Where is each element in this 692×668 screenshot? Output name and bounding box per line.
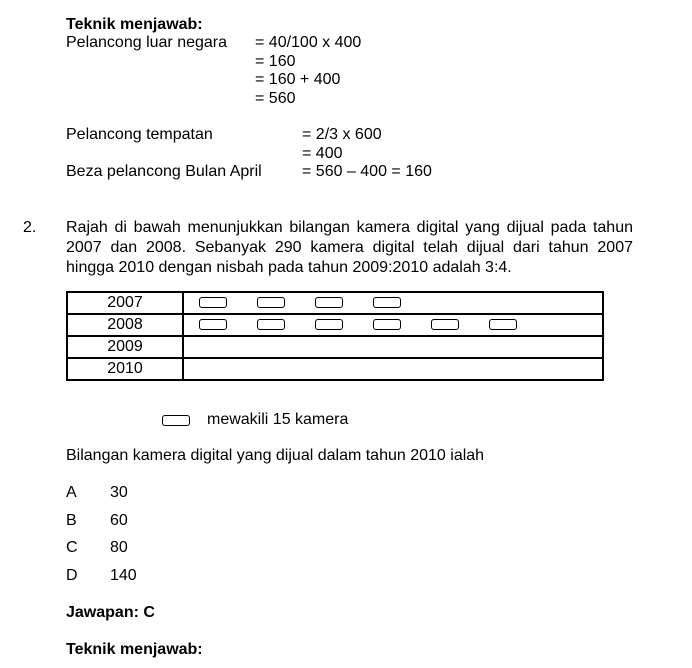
option-value: 60: [110, 512, 128, 529]
pictograph-year: 2008: [67, 314, 183, 336]
foreign-step-2: = 160: [255, 53, 296, 70]
camera-icon: [373, 297, 401, 308]
pictograph-icons-cell: [183, 358, 603, 380]
difference-step: = 560 – 400 = 160: [302, 163, 432, 180]
pictograph-row: [67, 314, 603, 336]
pictograph-year: 2010: [67, 358, 183, 380]
foreign-step-1: = 40/100 x 400: [255, 34, 362, 51]
foreign-tourist-label: Pelancong luar negara: [66, 34, 228, 51]
pictograph-icons-cell: [183, 336, 603, 358]
pictograph-year: 2007: [67, 292, 183, 314]
question-text: Rajah di bawah menunjukkan bilangan kamera digital yang dijual pada tahun 2007 dan 2008. Sebanyak 290 kamera digital telah dijual dari tahun 2007 hingga 2010 dengan nisbah pada tahun 2009:2010 adalah 3:4.: [66, 219, 633, 276]
pictograph-table: [66, 291, 604, 381]
difference-label: Beza pelancong Bulan April: [66, 163, 262, 180]
camera-icon: [315, 319, 343, 330]
foreign-step-3: = 160 + 400: [255, 71, 341, 88]
option-value: 140: [110, 567, 137, 584]
option-letter: A: [66, 484, 77, 501]
camera-icon: [315, 297, 343, 308]
option-letter: B: [66, 512, 77, 529]
pictograph-row: [67, 336, 603, 358]
technique-heading: Teknik menjawab:: [66, 641, 203, 658]
camera-icon: [373, 319, 401, 330]
technique-heading-prev: Teknik menjawab:: [66, 16, 203, 33]
local-step-2: = 400: [302, 145, 343, 162]
answer-line: Jawapan: C: [66, 604, 155, 621]
camera-icon: [489, 319, 517, 330]
local-step-1: = 2/3 x 600: [302, 126, 382, 143]
option-value: 80: [110, 539, 128, 556]
camera-icon: [199, 319, 227, 330]
camera-icon: [431, 319, 459, 330]
pictograph-row: [67, 292, 603, 314]
camera-icon: [257, 297, 285, 308]
legend-camera-icon: [162, 415, 190, 426]
pictograph-icons-cell: [183, 314, 603, 336]
pictograph-year: 2009: [67, 336, 183, 358]
camera-icon: [257, 319, 285, 330]
question-prompt: Bilangan kamera digital yang dijual dalam tahun 2010 ialah: [66, 447, 485, 464]
pictograph-icons-cell: [183, 292, 603, 314]
foreign-step-4: = 560: [255, 90, 296, 107]
option-letter: C: [66, 539, 78, 556]
option-letter: D: [66, 567, 78, 584]
camera-icon: [199, 297, 227, 308]
pictograph-row: [67, 358, 603, 380]
question-number: 2.: [23, 219, 37, 236]
legend-text: mewakili 15 kamera: [207, 411, 349, 428]
option-value: 30: [110, 484, 128, 501]
local-tourist-label: Pelancong tempatan: [66, 126, 213, 143]
